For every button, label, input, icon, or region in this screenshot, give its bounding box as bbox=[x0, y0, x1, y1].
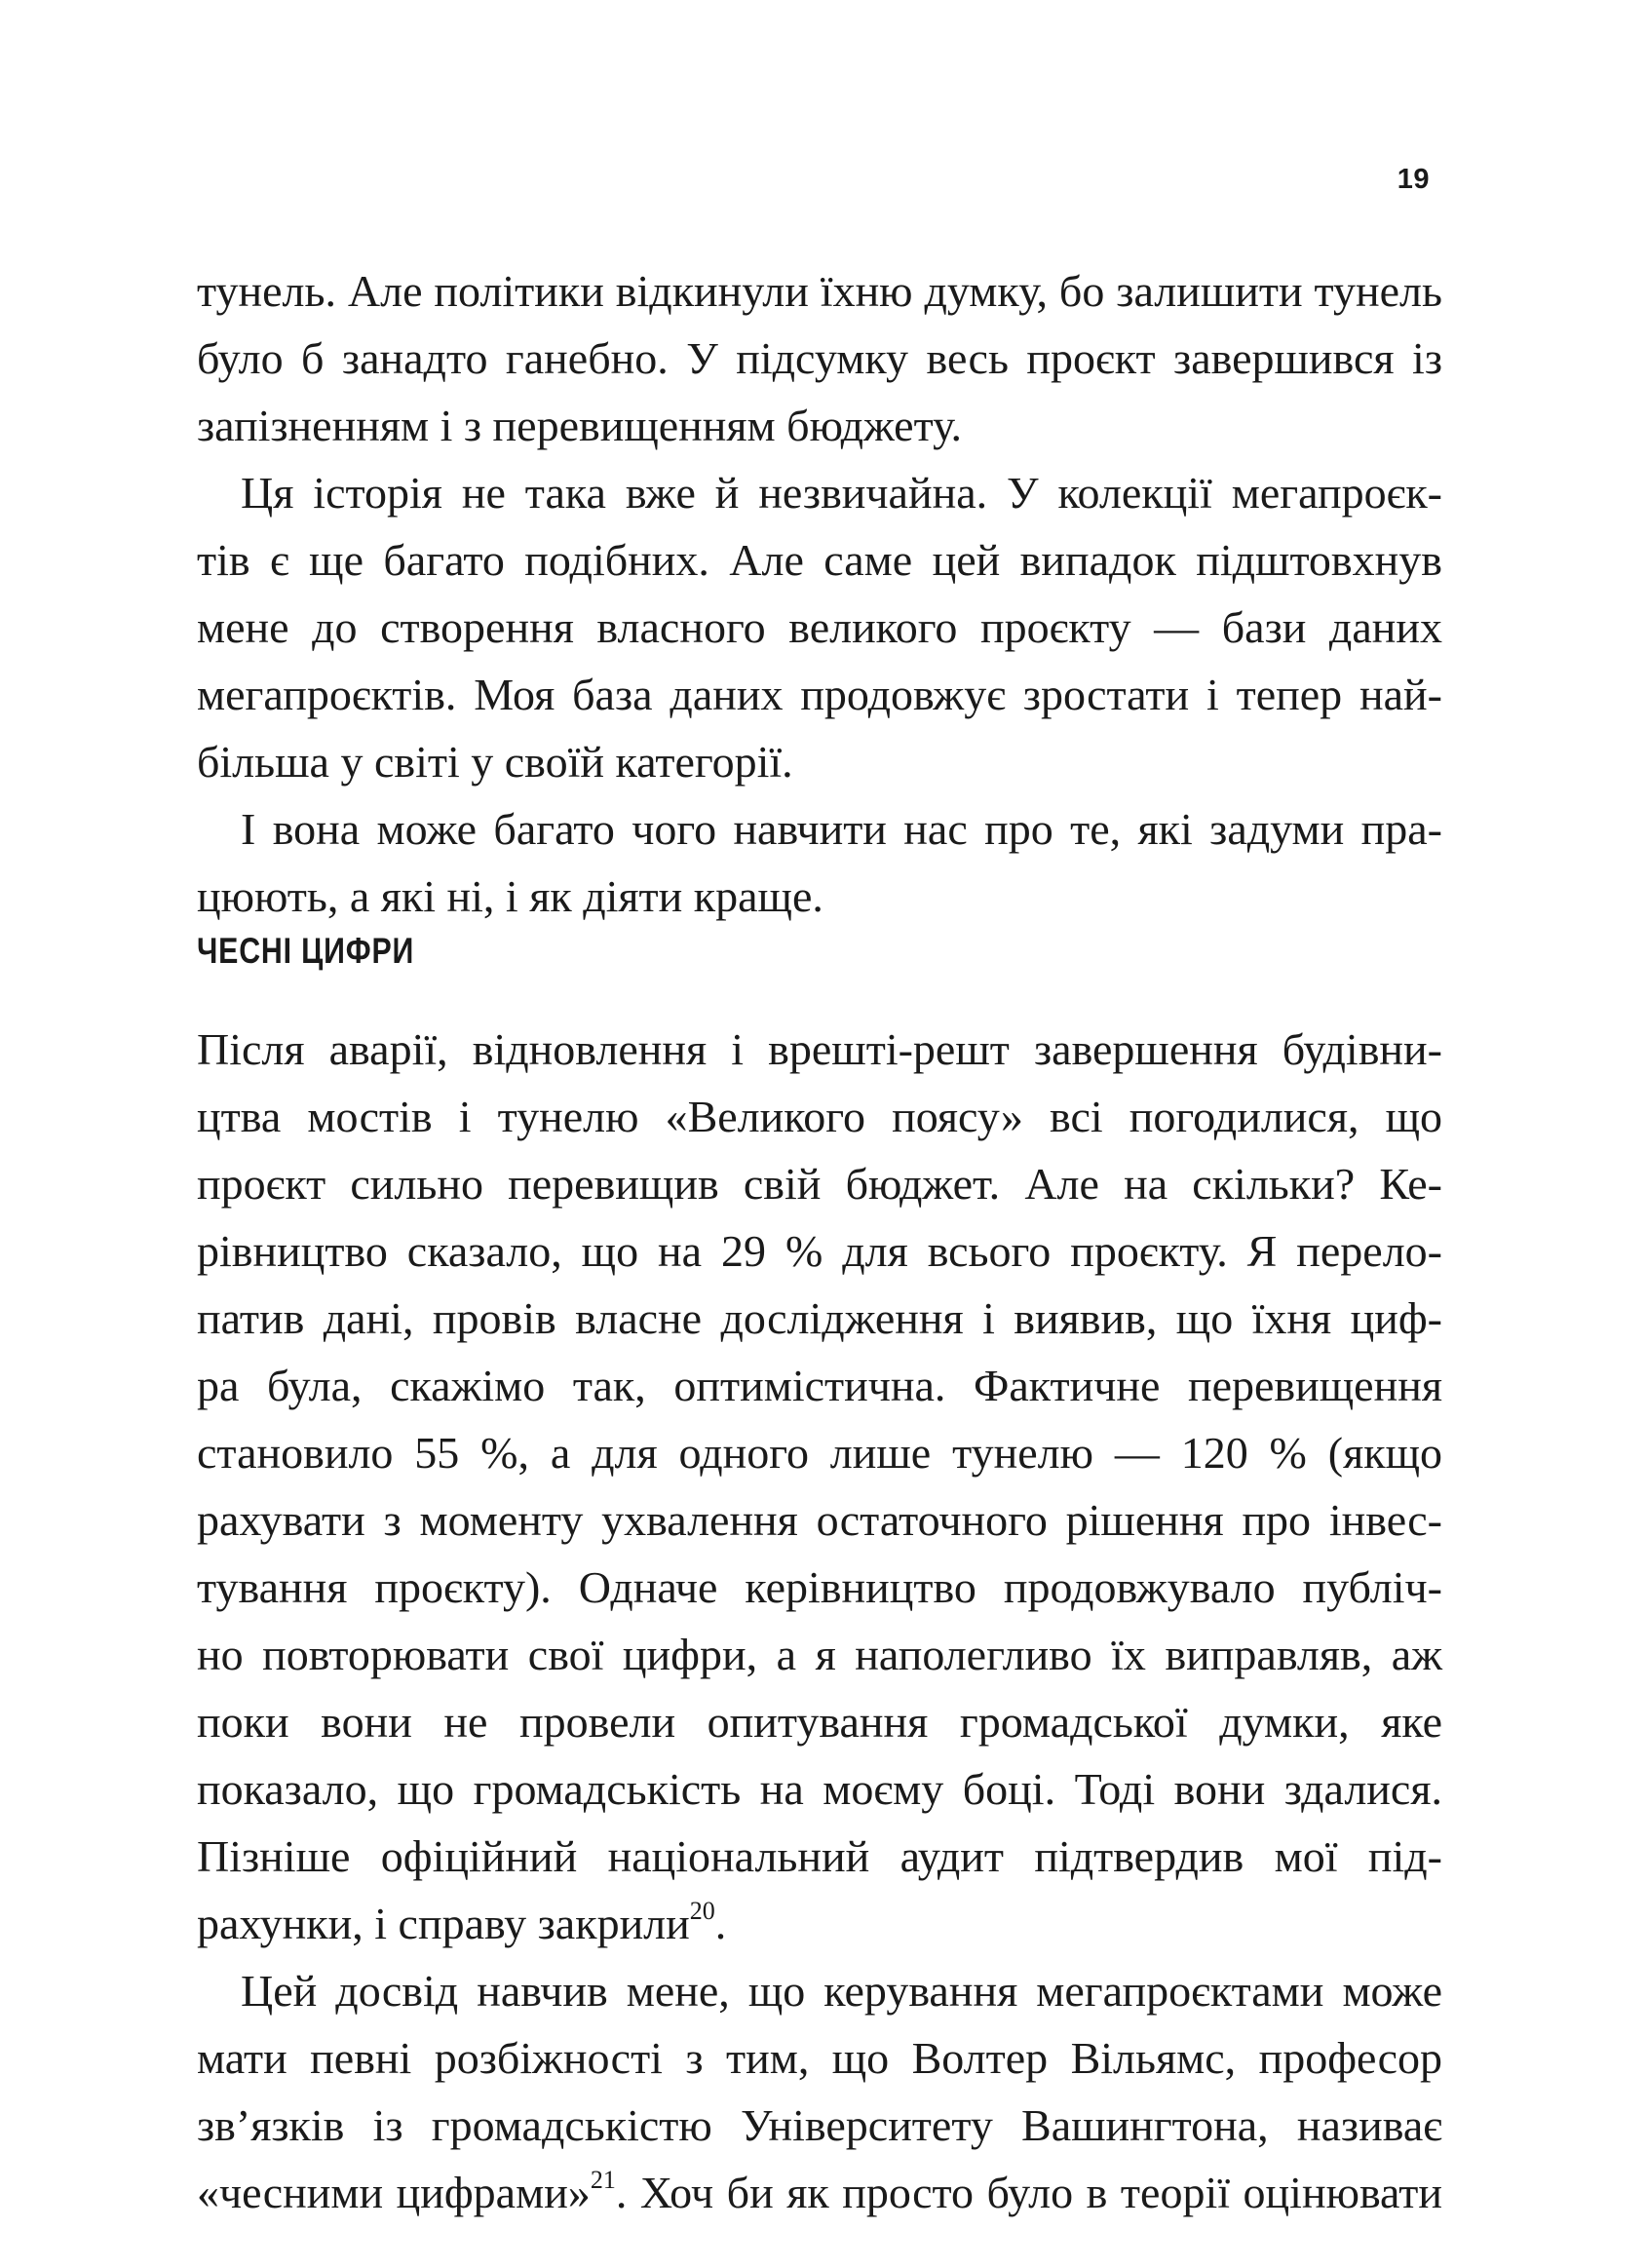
text-line: показало, що громадськість на моєму боці. Тоді вони здалися. bbox=[197, 1764, 1442, 1814]
text-line: мегапроєктів. Моя база даних продовжує зростати і тепер най- bbox=[197, 670, 1442, 719]
text-line: цюють, а які ні, і як діяти краще. bbox=[197, 871, 823, 921]
section-heading: ЧЕСНІ ЦИФРИ bbox=[197, 931, 415, 971]
text-fragment: . bbox=[714, 1899, 727, 1948]
text-line: було б занадто ганебно. У підсумку весь проєкт завершився із bbox=[197, 333, 1442, 383]
text-fragment: рахунки, і справу закрили bbox=[197, 1899, 690, 1948]
text-line: зв’язків із громадськістю Університету Вашингтона, називає bbox=[197, 2100, 1442, 2150]
text-fragment: «чесними цифрами» bbox=[197, 2168, 591, 2217]
paragraph bbox=[197, 257, 1442, 459]
text-line: І вона може багато чого навчити нас про те, які задуми пра- bbox=[241, 804, 1442, 854]
text-line: патив дані, провів власне дослідження і виявив, що їхня циф- bbox=[197, 1293, 1442, 1343]
text-line: мати певні розбіжності з тим, що Волтер Вільямс, професор bbox=[197, 2033, 1442, 2083]
text-line: рівництво сказало, що на 29 % для всього проєкту. Я перело- bbox=[197, 1226, 1442, 1276]
text-line bbox=[197, 2159, 1442, 2226]
text-section-honest-numbers bbox=[197, 1016, 1442, 2226]
text-line: поки вони не провели опитування громадської думки, яке bbox=[197, 1697, 1442, 1747]
paragraph bbox=[197, 795, 1442, 930]
text-line: тування проєкту). Одначе керівництво продовжувало публіч- bbox=[197, 1562, 1442, 1612]
text-line: Ця історія не така вже й незвичайна. У колекції мегапроєк- bbox=[241, 468, 1442, 518]
text-line: рахувати з моменту ухвалення остаточного рішення про інвес- bbox=[197, 1495, 1442, 1545]
text-section-intro bbox=[197, 257, 1442, 930]
text-line: більша у світі у своїй категорії. bbox=[197, 737, 793, 787]
footnote-ref-20[interactable]: 20 bbox=[689, 1896, 715, 1925]
text-line bbox=[197, 1890, 1442, 1957]
paragraph bbox=[197, 1016, 1442, 1957]
text-line: мене до створення власного великого проєкту — бази даних bbox=[197, 602, 1442, 652]
text-line: Після аварії, відновлення і врешті-решт завершення будівни- bbox=[197, 1024, 1442, 1074]
text-line: тунель. Але політики відкинули їхню думку, бо залишити тунель bbox=[197, 266, 1442, 316]
text-line: проєкт сильно перевищив свій бюджет. Але на скільки? Ке- bbox=[197, 1159, 1442, 1209]
paragraph bbox=[197, 459, 1442, 795]
text-line: становило 55 %, а для одного лише тунелю — 120 % (якщо bbox=[197, 1428, 1442, 1478]
text-line: ра була, скажімо так, оптимістична. Фактичне перевищення bbox=[197, 1361, 1442, 1410]
text-line: Пізніше офіційний національний аудит підтвердив мої під- bbox=[197, 1831, 1442, 1881]
text-fragment: . Хоч би як просто було в теорії оцінювати bbox=[615, 2168, 1442, 2217]
footnote-ref-21[interactable]: 21 bbox=[590, 2165, 616, 2194]
text-line: Цей досвід навчив мене, що керування мегапроєктами може bbox=[241, 1966, 1442, 2016]
text-line: но повторювати свої цифри, а я наполегливо їх виправляв, аж bbox=[197, 1630, 1442, 1679]
paragraph bbox=[197, 1957, 1442, 2226]
text-line: тів є ще багато подібних. Але саме цей випадок підштовхнув bbox=[197, 535, 1442, 585]
page-number: 19 bbox=[1397, 164, 1430, 195]
text-line: запізненням і з перевищенням бюджету. bbox=[197, 401, 962, 450]
text-line: цтва мостів і тунелю «Великого поясу» всі погодилися, що bbox=[197, 1092, 1442, 1141]
